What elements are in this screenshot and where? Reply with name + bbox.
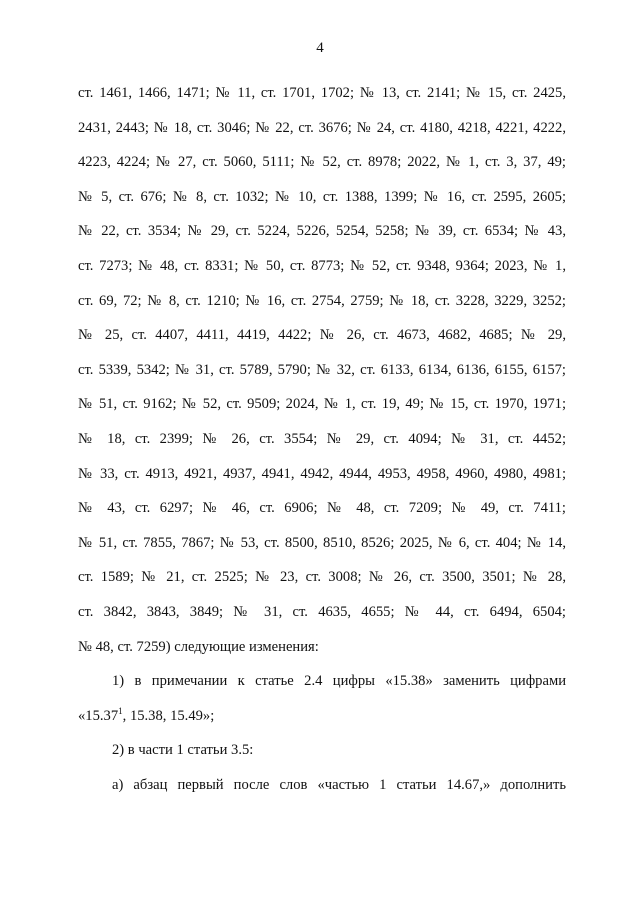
text-line: № 43, ст. 6297; № 46, ст. 6906; № 48, ст. 7209; № 49, ст. 7411;: [78, 500, 566, 517]
text-line: а) абзац первый после слов «частью 1 статьи 14.67,» дополнить: [112, 776, 566, 793]
text-line: ст. 1589; № 21, ст. 2525; № 23, ст. 3008; № 26, ст. 3500, 3501; № 28,: [78, 569, 566, 586]
text-line: 1) в примечании к статье 2.4 цифры «15.38» заменить цифрами: [112, 673, 566, 690]
text-line: ст. 69, 72; № 8, ст. 1210; № 16, ст. 2754, 2759; № 18, ст. 3228, 3229, 3252;: [78, 292, 566, 309]
text-line: № 48, ст. 7259) следующие изменения:: [78, 638, 319, 655]
text-line: № 51, ст. 7855, 7867; № 53, ст. 8500, 8510, 8526; 2025, № 6, ст. 404; № 14,: [78, 534, 566, 551]
text-line: 2431, 2443; № 18, ст. 3046; № 22, ст. 3676; № 24, ст. 4180, 4218, 4221, 4222,: [78, 119, 566, 136]
text-line: № 18, ст. 2399; № 26, ст. 3554; № 29, ст. 4094; № 31, ст. 4452;: [78, 430, 566, 447]
text-line: № 33, ст. 4913, 4921, 4937, 4941, 4942, 4944, 4953, 4958, 4960, 4980, 4981;: [78, 465, 566, 482]
text-line: 4223, 4224; № 27, ст. 5060, 5111; № 52, ст. 8978; 2022, № 1, ст. 3, 37, 49;: [78, 154, 566, 171]
text-line: № 22, ст. 3534; № 29, ст. 5224, 5226, 5254, 5258; № 39, ст. 6534; № 43,: [78, 223, 566, 240]
text-line: ст. 1461, 1466, 1471; № 11, ст. 1701, 1702; № 13, ст. 2141; № 15, ст. 2425,: [78, 85, 566, 101]
text-line: 2) в части 1 статьи 3.5:: [112, 742, 254, 759]
text-line: ст. 3842, 3843, 3849; № 31, ст. 4635, 4655; № 44, ст. 6494, 6504;: [78, 603, 566, 620]
text-line: ст. 7273; № 48, ст. 8331; № 50, ст. 8773; № 52, ст. 9348, 9364; 2023, № 1,: [78, 257, 566, 274]
page-number: 4: [316, 40, 324, 56]
text-fragment: «15.37: [78, 707, 119, 724]
text-fragment: , 15.38, 15.49»;: [122, 707, 215, 724]
superscript: 1: [118, 705, 123, 716]
document-body: [78, 76, 566, 802]
text-line: № 25, ст. 4407, 4411, 4419, 4422; № 26, ст. 4673, 4682, 4685; № 29,: [78, 327, 566, 344]
text-line: ст. 5339, 5342; № 31, ст. 5789, 5790; № 32, ст. 6133, 6134, 6136, 6155, 6157;: [78, 361, 566, 378]
text-line: № 5, ст. 676; № 8, ст. 1032; № 10, ст. 1388, 1399; № 16, ст. 2595, 2605;: [78, 188, 566, 205]
text-line-with-superscript: [78, 699, 566, 734]
text-line: № 51, ст. 9162; № 52, ст. 9509; 2024, № 1, ст. 19, 49; № 15, ст. 1970, 1971;: [78, 396, 566, 413]
